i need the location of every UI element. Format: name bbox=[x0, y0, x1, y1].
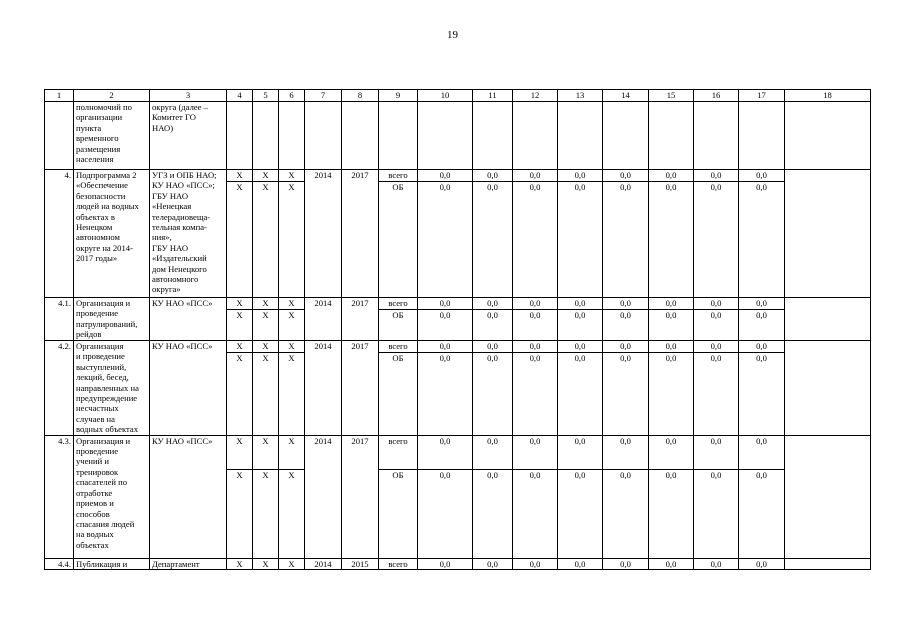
funding-value: 0,0 bbox=[603, 310, 649, 341]
end-year: 2017 bbox=[342, 341, 379, 436]
funding-source: всего bbox=[379, 341, 418, 353]
x-mark: X bbox=[227, 298, 253, 310]
empty-cell bbox=[785, 435, 871, 558]
table-row bbox=[45, 435, 871, 469]
table-row bbox=[45, 558, 871, 569]
row-name: Публикация и bbox=[74, 558, 150, 569]
funding-value: 0,0 bbox=[694, 310, 739, 341]
table-row bbox=[45, 170, 871, 182]
x-mark: X bbox=[227, 558, 253, 569]
funding-value: 0,0 bbox=[418, 353, 473, 435]
row-executor: КУ НАО «ПСС» bbox=[150, 341, 227, 436]
row-number: 4.3. bbox=[45, 435, 74, 558]
column-number: 3 bbox=[150, 90, 227, 102]
funding-source: всего bbox=[379, 298, 418, 310]
funding-value: 0,0 bbox=[473, 170, 513, 182]
funding-value: 0,0 bbox=[739, 435, 785, 469]
funding-value: 0,0 bbox=[603, 298, 649, 310]
funding-value: 0,0 bbox=[603, 182, 649, 298]
empty-cell bbox=[418, 102, 473, 170]
funding-value: 0,0 bbox=[739, 558, 785, 569]
x-mark: X bbox=[227, 170, 253, 182]
empty-cell bbox=[558, 102, 603, 170]
funding-value: 0,0 bbox=[649, 353, 694, 435]
x-mark: X bbox=[227, 435, 253, 469]
funding-value: 0,0 bbox=[558, 353, 603, 435]
empty-cell bbox=[739, 102, 785, 170]
x-mark: X bbox=[227, 310, 253, 341]
column-number: 13 bbox=[558, 90, 603, 102]
x-mark: X bbox=[227, 353, 253, 435]
column-number: 10 bbox=[418, 90, 473, 102]
funding-value: 0,0 bbox=[739, 353, 785, 435]
funding-value: 0,0 bbox=[649, 341, 694, 353]
funding-value: 0,0 bbox=[473, 298, 513, 310]
row-executor: КУ НАО «ПСС» bbox=[150, 435, 227, 558]
funding-value: 0,0 bbox=[418, 469, 473, 558]
funding-value: 0,0 bbox=[513, 170, 558, 182]
funding-value: 0,0 bbox=[649, 170, 694, 182]
funding-value: 0,0 bbox=[694, 353, 739, 435]
funding-value: 0,0 bbox=[649, 435, 694, 469]
empty-cell bbox=[513, 102, 558, 170]
funding-source: всего bbox=[379, 170, 418, 182]
funding-value: 0,0 bbox=[739, 298, 785, 310]
funding-value: 0,0 bbox=[473, 469, 513, 558]
column-number: 9 bbox=[379, 90, 418, 102]
x-mark: X bbox=[279, 353, 305, 435]
funding-value: 0,0 bbox=[473, 353, 513, 435]
funding-value: 0,0 bbox=[558, 310, 603, 341]
funding-value: 0,0 bbox=[418, 341, 473, 353]
funding-source: ОБ bbox=[379, 182, 418, 298]
funding-value: 0,0 bbox=[473, 558, 513, 569]
x-mark: X bbox=[279, 469, 305, 558]
funding-value: 0,0 bbox=[694, 469, 739, 558]
x-mark: X bbox=[253, 558, 279, 569]
funding-value: 0,0 bbox=[694, 298, 739, 310]
funding-value: 0,0 bbox=[513, 310, 558, 341]
start-year: 2014 bbox=[305, 435, 342, 558]
funding-value: 0,0 bbox=[558, 182, 603, 298]
funding-value: 0,0 bbox=[513, 353, 558, 435]
column-number: 8 bbox=[342, 90, 379, 102]
empty-cell bbox=[694, 102, 739, 170]
row-executor: Департамент bbox=[150, 558, 227, 569]
empty-cell bbox=[253, 102, 279, 170]
row-name: Организация и проведение выступлений, лекций, бесед, направленных на предупреждение несчастных случаев на водных объектах bbox=[74, 341, 150, 436]
empty-cell bbox=[227, 102, 253, 170]
funding-value: 0,0 bbox=[513, 182, 558, 298]
x-mark: X bbox=[279, 182, 305, 298]
x-mark: X bbox=[227, 469, 253, 558]
x-mark: X bbox=[253, 435, 279, 469]
row-name: Организация и проведение учений и тренировок спасателей по отработке приемов и способов спасания людей на водных объектах bbox=[74, 435, 150, 558]
funding-value: 0,0 bbox=[558, 435, 603, 469]
row-name: полномочий по организации пункта временного размещения населения bbox=[74, 102, 150, 170]
row-number: 4.2. bbox=[45, 341, 74, 436]
x-mark: X bbox=[279, 298, 305, 310]
end-year: 2015 bbox=[342, 558, 379, 569]
column-number: 5 bbox=[253, 90, 279, 102]
column-number: 4 bbox=[227, 90, 253, 102]
budget-table bbox=[44, 89, 871, 570]
funding-value: 0,0 bbox=[558, 558, 603, 569]
funding-value: 0,0 bbox=[649, 310, 694, 341]
header-row bbox=[45, 90, 871, 102]
empty-cell bbox=[305, 102, 342, 170]
funding-value: 0,0 bbox=[513, 469, 558, 558]
funding-value: 0,0 bbox=[418, 170, 473, 182]
column-number: 12 bbox=[513, 90, 558, 102]
x-mark: X bbox=[279, 170, 305, 182]
funding-source: ОБ bbox=[379, 469, 418, 558]
funding-value: 0,0 bbox=[603, 341, 649, 353]
funding-value: 0,0 bbox=[739, 182, 785, 298]
column-number: 18 bbox=[785, 90, 871, 102]
empty-cell bbox=[473, 102, 513, 170]
x-mark: X bbox=[253, 298, 279, 310]
funding-value: 0,0 bbox=[558, 469, 603, 558]
funding-value: 0,0 bbox=[558, 298, 603, 310]
funding-value: 0,0 bbox=[603, 353, 649, 435]
funding-value: 0,0 bbox=[473, 310, 513, 341]
funding-source: всего bbox=[379, 558, 418, 569]
funding-value: 0,0 bbox=[418, 558, 473, 569]
funding-value: 0,0 bbox=[513, 435, 558, 469]
x-mark: X bbox=[253, 353, 279, 435]
x-mark: X bbox=[253, 310, 279, 341]
funding-value: 0,0 bbox=[694, 341, 739, 353]
end-year: 2017 bbox=[342, 435, 379, 558]
row-executor: округа (далее – Комитет ГО НАО) bbox=[150, 102, 227, 170]
end-year: 2017 bbox=[342, 298, 379, 341]
empty-cell bbox=[785, 298, 871, 341]
funding-source: всего bbox=[379, 435, 418, 469]
funding-value: 0,0 bbox=[513, 298, 558, 310]
column-number: 1 bbox=[45, 90, 74, 102]
funding-value: 0,0 bbox=[739, 170, 785, 182]
funding-value: 0,0 bbox=[603, 435, 649, 469]
funding-value: 0,0 bbox=[418, 298, 473, 310]
row-executor: КУ НАО «ПСС» bbox=[150, 298, 227, 341]
x-mark: X bbox=[279, 558, 305, 569]
empty-cell bbox=[603, 102, 649, 170]
funding-value: 0,0 bbox=[694, 182, 739, 298]
table-row bbox=[45, 341, 871, 353]
funding-value: 0,0 bbox=[558, 170, 603, 182]
funding-value: 0,0 bbox=[603, 469, 649, 558]
column-number: 17 bbox=[739, 90, 785, 102]
funding-source: ОБ bbox=[379, 310, 418, 341]
row-number bbox=[45, 102, 74, 170]
funding-value: 0,0 bbox=[473, 182, 513, 298]
x-mark: X bbox=[227, 182, 253, 298]
row-number: 4.1. bbox=[45, 298, 74, 341]
funding-value: 0,0 bbox=[694, 170, 739, 182]
x-mark: X bbox=[279, 310, 305, 341]
empty-cell bbox=[785, 102, 871, 170]
row-number: 4.4. bbox=[45, 558, 74, 569]
column-number: 6 bbox=[279, 90, 305, 102]
x-mark: X bbox=[253, 341, 279, 353]
funding-value: 0,0 bbox=[739, 469, 785, 558]
funding-value: 0,0 bbox=[649, 298, 694, 310]
table-row bbox=[45, 102, 871, 170]
row-executor: УГЗ и ОПБ НАО; КУ НАО «ПСС»; ГБУ НАО «Ненецкая телерадиовеща- тельная компа- ния», ГБУ НАО «Издательский дом Ненецкого автономного округа» bbox=[150, 170, 227, 298]
funding-value: 0,0 bbox=[513, 558, 558, 569]
funding-value: 0,0 bbox=[694, 435, 739, 469]
empty-cell bbox=[785, 341, 871, 436]
x-mark: X bbox=[253, 469, 279, 558]
table-row bbox=[45, 298, 871, 310]
empty-cell bbox=[785, 170, 871, 298]
funding-value: 0,0 bbox=[649, 182, 694, 298]
column-number: 16 bbox=[694, 90, 739, 102]
funding-value: 0,0 bbox=[513, 341, 558, 353]
funding-value: 0,0 bbox=[694, 558, 739, 569]
empty-cell bbox=[649, 102, 694, 170]
column-number: 14 bbox=[603, 90, 649, 102]
column-number: 15 bbox=[649, 90, 694, 102]
x-mark: X bbox=[253, 182, 279, 298]
start-year: 2014 bbox=[305, 298, 342, 341]
funding-source: ОБ bbox=[379, 353, 418, 435]
page-number: 19 bbox=[447, 29, 458, 41]
row-name: Подпрограмма 2 «Обеспечение безопасности людей на водных объектах в Ненецком автономном округе на 2014- 2017 годы» bbox=[74, 170, 150, 298]
funding-value: 0,0 bbox=[739, 341, 785, 353]
row-number: 4. bbox=[45, 170, 74, 298]
funding-value: 0,0 bbox=[418, 435, 473, 469]
funding-value: 0,0 bbox=[649, 469, 694, 558]
column-number: 11 bbox=[473, 90, 513, 102]
empty-cell bbox=[279, 102, 305, 170]
funding-value: 0,0 bbox=[603, 170, 649, 182]
funding-value: 0,0 bbox=[418, 310, 473, 341]
funding-value: 0,0 bbox=[603, 558, 649, 569]
x-mark: X bbox=[227, 341, 253, 353]
empty-cell bbox=[785, 558, 871, 569]
x-mark: X bbox=[279, 341, 305, 353]
column-number: 2 bbox=[74, 90, 150, 102]
end-year: 2017 bbox=[342, 170, 379, 298]
funding-value: 0,0 bbox=[473, 435, 513, 469]
funding-value: 0,0 bbox=[558, 341, 603, 353]
empty-cell bbox=[342, 102, 379, 170]
column-number: 7 bbox=[305, 90, 342, 102]
funding-value: 0,0 bbox=[473, 341, 513, 353]
x-mark: X bbox=[279, 435, 305, 469]
start-year: 2014 bbox=[305, 341, 342, 436]
row-name: Организация и проведение патрулирований, рейдов bbox=[74, 298, 150, 341]
start-year: 2014 bbox=[305, 558, 342, 569]
start-year: 2014 bbox=[305, 170, 342, 298]
x-mark: X bbox=[253, 170, 279, 182]
funding-value: 0,0 bbox=[418, 182, 473, 298]
funding-value: 0,0 bbox=[739, 310, 785, 341]
funding-value: 0,0 bbox=[649, 558, 694, 569]
empty-cell bbox=[379, 102, 418, 170]
